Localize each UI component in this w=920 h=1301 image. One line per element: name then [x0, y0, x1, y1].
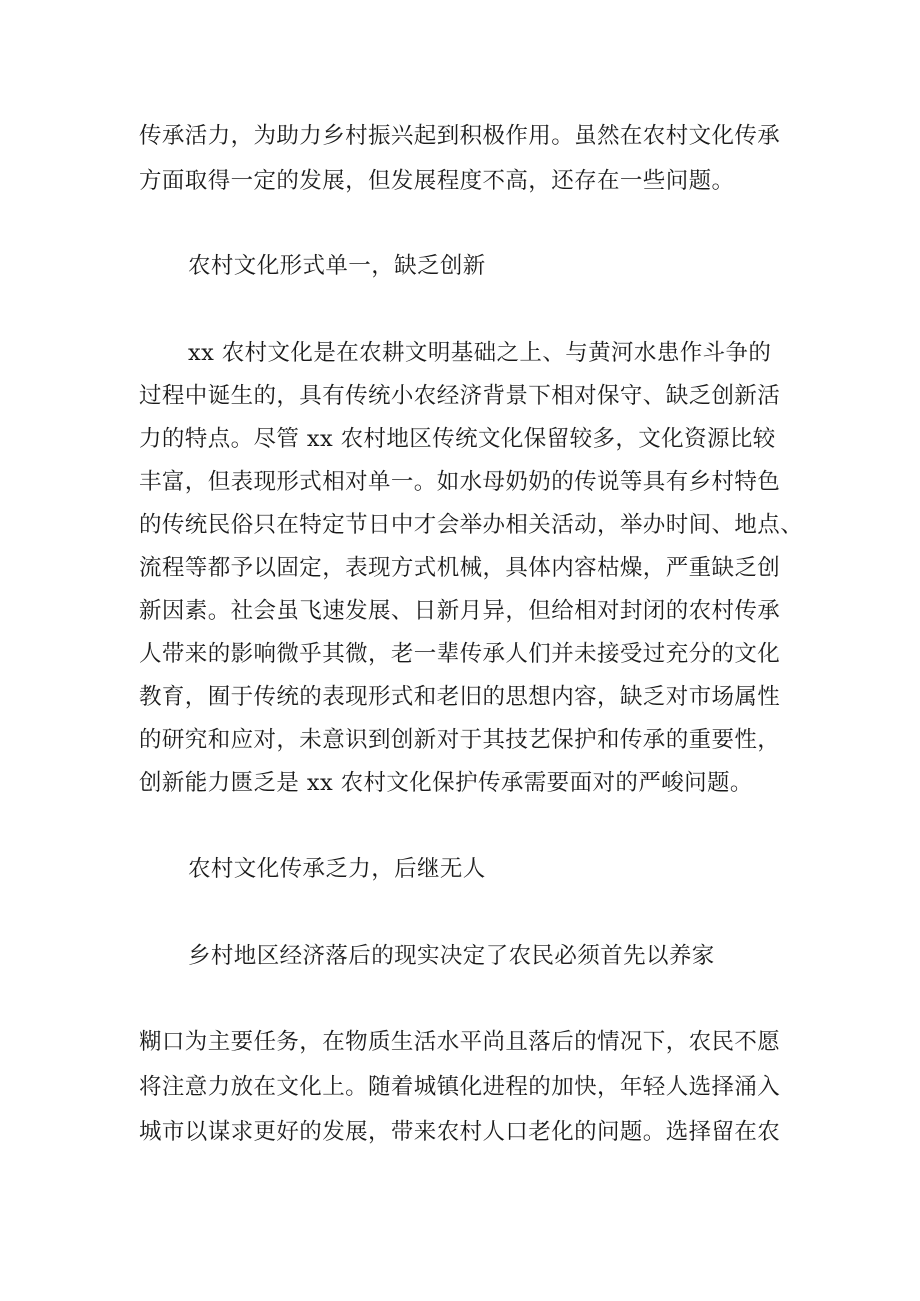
- paragraph-line: 的传统民俗只在特定节日中才会举办相关活动，举办时间、地点、: [139, 512, 804, 538]
- paragraph-line: 方面取得一定的发展，但发展程度不高，还存在一些问题。: [139, 168, 735, 194]
- paragraph-line: xx 农村文化是在农耕文明基础之上、与黄河水患作斗争的: [188, 340, 772, 366]
- paragraph-line: 城市以谋求更好的发展，带来农村人口老化的问题。选择留在农: [139, 1119, 781, 1145]
- paragraph-line: 人带来的影响微乎其微，老一辈传承人们并未接受过充分的文化: [139, 641, 781, 667]
- paragraph-line: 传承活力，为助力乡村振兴起到积极作用。虽然在农村文化传承: [139, 123, 781, 149]
- paragraph-line: 流程等都予以固定，表现方式机械，具体内容枯燥，严重缺乏创: [139, 555, 781, 581]
- paragraph-line: 创新能力匮乏是 xx 农村文化保护传承需要面对的严峻问题。: [139, 770, 753, 796]
- paragraph-line: 将注意力放在文化上。随着城镇化进程的加快，年轻人选择涌入: [139, 1074, 781, 1100]
- paragraph-line: 丰富，但表现形式相对单一。如水母奶奶的传说等具有乡村特色: [139, 469, 781, 495]
- paragraph-line: 新因素。社会虽飞速发展、日新月异，但给相对封闭的农村传承: [139, 598, 781, 624]
- paragraph-line: 教育，囿于传统的表现形式和老旧的思想内容，缺乏对市场属性: [139, 684, 781, 710]
- section-heading: 农村文化形式单一，缺乏创新: [188, 253, 486, 279]
- paragraph-line: 乡村地区经济落后的现实决定了农民必须首先以养家: [188, 943, 715, 969]
- section-heading: 农村文化传承乏力，后继无人: [188, 856, 486, 882]
- paragraph-line: 的研究和应对，未意识到创新对于其技艺保护和传承的重要性，: [139, 727, 781, 753]
- paragraph-line: 力的特点。尽管 xx 农村地区传统文化保留较多，文化资源比较: [139, 426, 776, 452]
- paragraph-line: 过程中诞生的，具有传统小农经济背景下相对保守、缺乏创新活: [139, 383, 781, 409]
- paragraph-line: 糊口为主要任务，在物质生活水平尚且落后的情况下，农民不愿: [139, 1029, 781, 1055]
